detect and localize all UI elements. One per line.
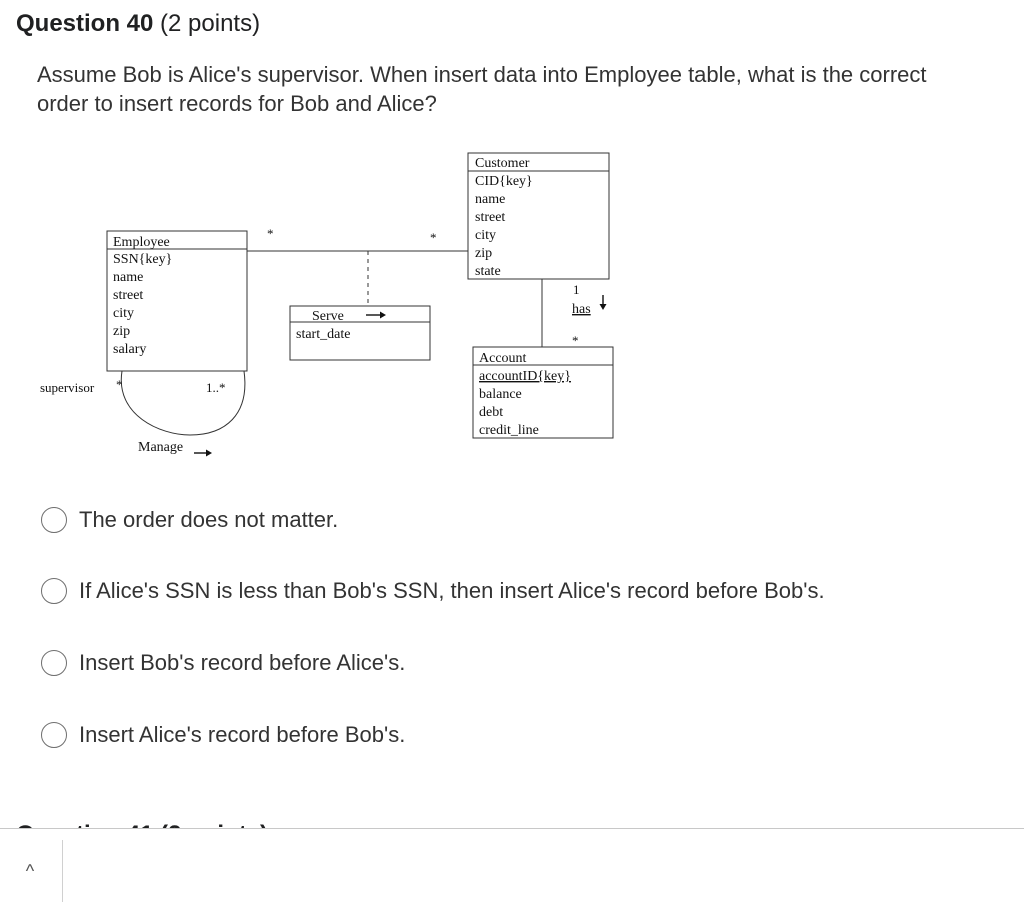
answer-option-label: Insert Bob's record before Alice's.: [79, 650, 406, 675]
manage-multiplicity: 1..*: [206, 380, 226, 395]
employee-attr: salary: [113, 342, 147, 357]
supervisor-label: supervisor: [40, 380, 95, 395]
has-star: *: [572, 333, 579, 348]
employee-title: Employee: [113, 235, 170, 250]
employee-attr: name: [113, 270, 144, 285]
answer-option-3[interactable]: [41, 650, 405, 676]
answer-option-1[interactable]: [41, 507, 338, 533]
arrow-down-icon: [600, 295, 607, 310]
employee-entity: [107, 231, 247, 371]
customer-attr: city: [475, 228, 496, 243]
serve-attr: start_date: [296, 327, 351, 342]
has-one: 1: [573, 282, 580, 297]
star-left: *: [267, 226, 274, 241]
serve-title: Serve: [312, 309, 344, 324]
has-label: has: [572, 302, 591, 317]
vertical-separator: [62, 840, 63, 902]
customer-title: Customer: [475, 156, 530, 171]
answer-option-2[interactable]: [41, 578, 825, 604]
question-prompt: Assume Bob is Alice's supervisor. When insert data into Employee table, what is the correct order to insert records for Bob and Alice?: [37, 62, 927, 116]
supervisor-star: *: [116, 377, 123, 392]
manage-label: Manage: [138, 440, 184, 455]
customer-attr: zip: [475, 246, 493, 261]
serve-association: [290, 306, 430, 360]
radio-button[interactable]: [41, 650, 67, 676]
employee-attr: zip: [113, 324, 131, 339]
employee-attr: street: [113, 288, 144, 303]
radio-button[interactable]: [41, 722, 67, 748]
manage-loop: [121, 371, 245, 435]
answer-option-label: Insert Alice's record before Bob's.: [79, 722, 406, 747]
employee-attr: city: [113, 306, 134, 321]
employee-attr: SSN{key}: [113, 252, 173, 267]
customer-attr: name: [475, 192, 506, 207]
next-question-header: [16, 818, 268, 828]
question-header: [16, 10, 260, 38]
account-attr: balance: [479, 387, 522, 402]
answer-option-label: The order does not matter.: [79, 507, 339, 532]
radio-button[interactable]: [41, 578, 67, 604]
question-points: (2 points): [160, 10, 261, 37]
answer-option-label: If Alice's SSN is less than Bob's SSN, then insert Alice's record before Bob's.: [79, 578, 825, 603]
customer-entity: [468, 153, 609, 279]
answer-option-4[interactable]: [41, 722, 405, 748]
customer-attr: street: [475, 210, 506, 225]
account-attr: credit_line: [479, 423, 539, 438]
account-entity: [473, 347, 613, 438]
arrow-right-icon: [194, 450, 212, 457]
bottom-nav-bar: [0, 829, 1024, 907]
chevron-up-icon[interactable]: ^: [25, 860, 35, 881]
er-diagram: [30, 145, 630, 465]
question-number: Question 40: [16, 10, 154, 37]
account-attr: accountID{key}: [479, 369, 571, 384]
arrow-right-icon: [366, 312, 386, 319]
star-right: *: [430, 230, 437, 245]
radio-button[interactable]: [41, 507, 67, 533]
account-attr: debt: [479, 405, 504, 420]
customer-attr: CID{key}: [475, 174, 533, 189]
customer-attr: state: [475, 264, 501, 279]
account-title: Account: [479, 351, 527, 366]
